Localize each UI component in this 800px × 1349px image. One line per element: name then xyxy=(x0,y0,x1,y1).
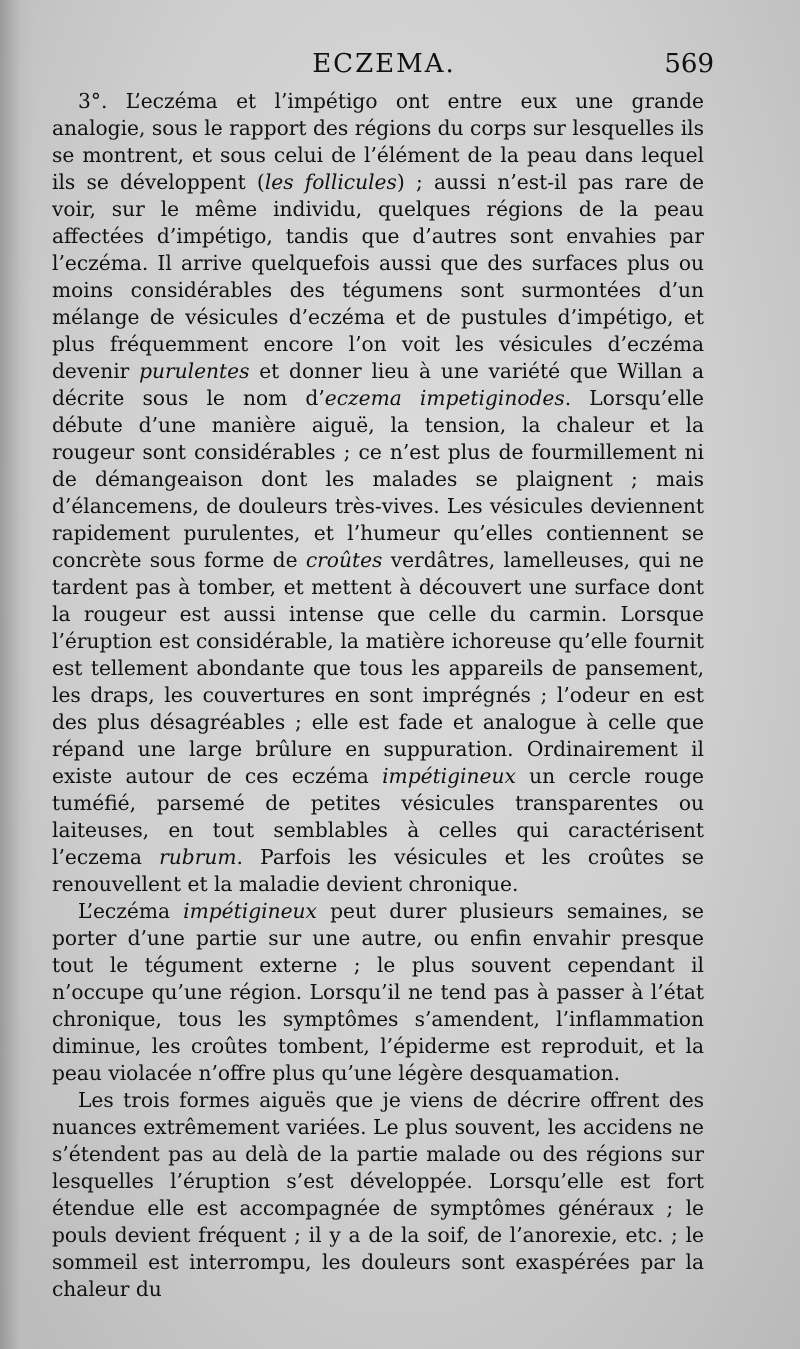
paragraph-1 xyxy=(52,88,704,898)
body-text xyxy=(52,88,704,1303)
italic-term: les follicules xyxy=(264,170,397,194)
text-run: un cercle rouge tuméfié, parsemé de petites vésicules transparentes ou laiteuses, en tout semblables à celles qui caractérisent l’eczema xyxy=(52,764,705,869)
italic-term: rubrum xyxy=(159,845,237,869)
italic-term: purulentes xyxy=(139,359,250,383)
text-run: 3°. L’eczéma et l’impétigo ont entre eux une grande analogie, sous le rapport des régions du corps sur lesquelles ils se montrent, et sous celui de l’élément de la peau dans lequel ils se développent ( xyxy=(52,89,704,194)
italic-term: croûtes xyxy=(305,548,383,572)
text-run: . Parfois les vésicules et les croûtes se renouvellent et la maladie devient chronique. xyxy=(52,845,704,896)
paragraph-3 xyxy=(52,1087,704,1303)
italic-term: impétigineux xyxy=(183,899,317,923)
paragraph-2 xyxy=(52,898,704,1087)
text-run: . Lorsqu’elle débute d’une manière aiguë, la tension, la chaleur et la rougeur sont considérables ; ce n’est plus de fourmillement ni de démangeaison dont les malades se plaignent ; mais d’élancemens, de douleurs très-vives. Les vésicules deviennent rapidement purulentes, et l’humeur qu’elles contiennent se concrète sous forme de xyxy=(52,386,704,572)
italic-term: impétigineux xyxy=(382,764,516,788)
text-run: L’eczéma xyxy=(78,899,184,923)
text-run: peut durer plusieurs semaines, se porter d’une partie sur une autre, ou enfin envahir presque tout le tégument externe ; le plus souvent cependant il n’occupe qu’une région. Lorsqu’il ne tend pas à passer à l’état chronique, tous les symptômes s’amendent, l’inflammation diminue, les croûtes tombent, l’épiderme est reproduit, et la peau violacée n’offre plus qu’une légère desquamation. xyxy=(52,899,704,1085)
running-title: ECZEMA. xyxy=(312,49,456,79)
page-header xyxy=(54,47,714,87)
text-run: ) ; aussi n’est-il pas rare de voir, sur le même individu, quelques régions de la peau affectées d’impétigo, tandis que d’autres sont envahies par l’eczéma. Il arrive quelquefois aussi que des surfaces plus ou moins considérables des tégumens sont surmontées d’un mélange de vésicules d’eczéma et de pustules d’impétigo, et plus fréquemment encore l’on voit les vésicules d’eczéma devenir xyxy=(52,170,705,383)
text-run: Les trois formes aiguës que je viens de décrire offrent des nuances extrêmement variées. Le plus souvent, les accidens ne s’étendent pas au delà de la partie malade ou des régions sur lesquelles l’éruption s’est développée. Lorsqu’elle est fort étendue elle est accompagnée de symptômes généraux ; le pouls devient fréquent ; il y a de la soif, de l’anorexie, etc. ; le sommeil est interrompu, les douleurs sont exaspérées par la chaleur du xyxy=(52,1088,704,1301)
text-run: verdâtres, lamelleuses, qui ne tardent pas à tomber, et mettent à découvert une surface dont la rougeur est aussi intense que celle du carmin. Lorsque l’éruption est considérable, la matière ichoreuse qu’elle fournit est tellement abondante que tous les appareils de pansement, les draps, les couvertures en sont imprégnés ; l’odeur en est des plus désagréables ; elle est fade et analogue à celle que répand une large brûlure en suppuration. Ordinairement il existe autour de ces eczéma xyxy=(52,548,704,788)
page-number: 569 xyxy=(664,49,714,79)
italic-term: eczema impetiginodes xyxy=(324,386,565,410)
text-run: et donner lieu à une variété que Willan a décrite sous le nom d’ xyxy=(52,359,704,410)
